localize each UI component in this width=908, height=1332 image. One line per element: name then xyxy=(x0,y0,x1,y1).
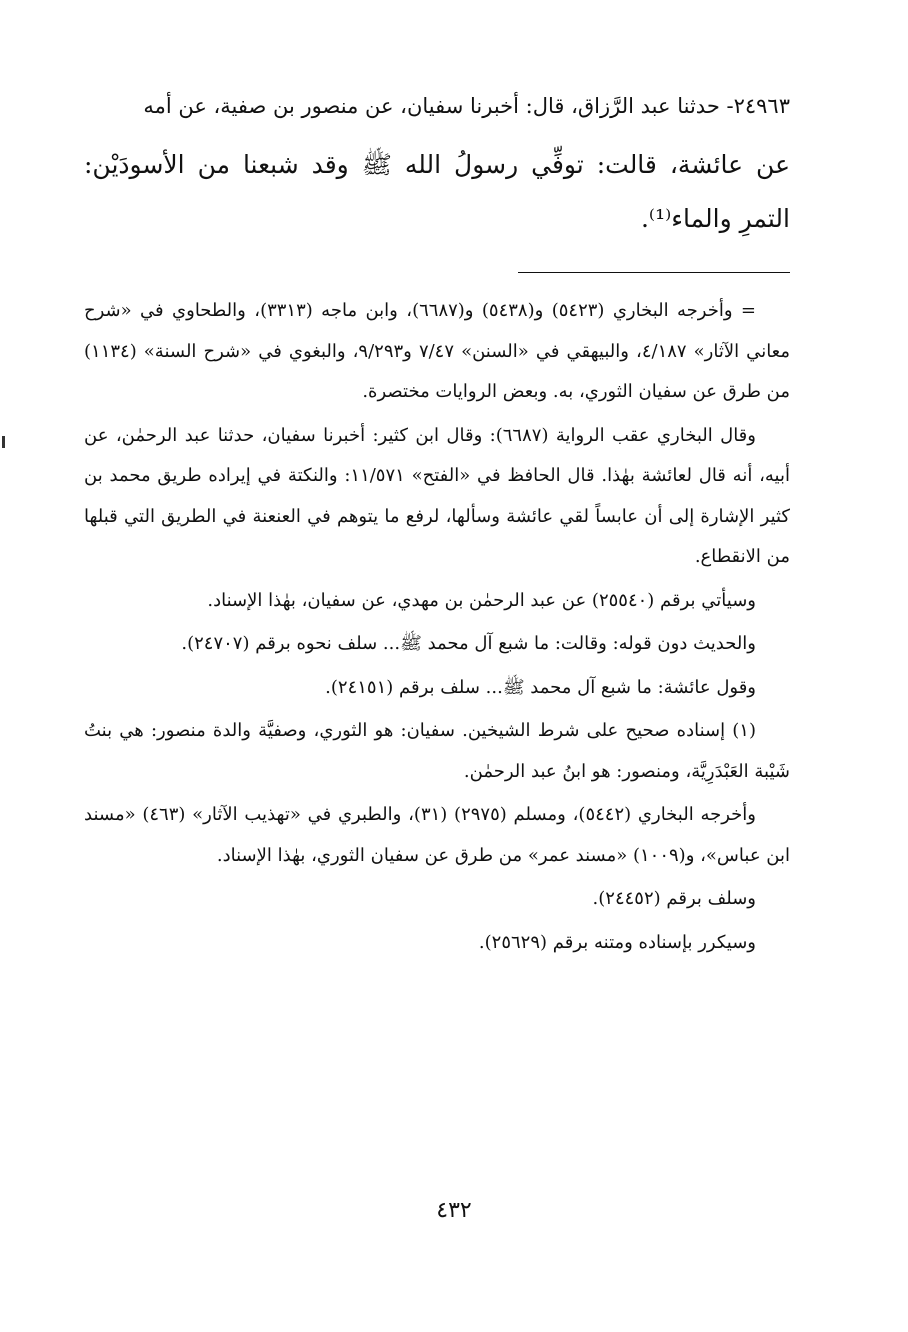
footnote-paragraph: وأخرجه البخاري (٥٤٤٢)، ومسلم (٢٩٧٥) (٣١)، والطبري في «تهذيب الآثار» (٤٦٣) «مسند ابن عباس»، و(١٠٠٩) «مسند عمر» من طرق عن سفيان الثوري، بهٰذا الإسناد. xyxy=(84,804,790,866)
footnotes xyxy=(84,291,790,963)
footnote-divider xyxy=(518,272,790,273)
margin-mark xyxy=(2,436,5,448)
hadith-isnad: ٢٤٩٦٣- حدثنا عبد الرَّزاق، قال: أخبرنا سفيان، عن منصور بن صفية، عن أمه xyxy=(143,94,790,118)
footnote-paragraph: وقول عائشة: ما شبع آل محمد ﷺ... سلف برقم (٢٤١٥١). xyxy=(325,676,756,698)
footnote-paragraph: والحديث دون قوله: وقالت: ما شبع آل محمد ﷺ... سلف نحوه برقم (٢٤٧٠٧). xyxy=(181,633,756,654)
footnote-paragraph: = وأخرجه البخاري (٥٤٢٣) و(٥٤٣٨) و(٦٦٨٧)، وابن ماجه (٣٣١٣)، والطحاوي في «شرح معاني الآثار» ٤/١٨٧، والبيهقي في «السنن» ٧/٤٧ و٩/٢٩٣، والبغوي في «شرح السنة» (١١٣٤) من طرق عن سفيان الثوري، به. وبعض الروايات مختصرة. xyxy=(84,300,791,402)
footnote-paragraph: وسيأتي برقم (٢٥٥٤٠) عن عبد الرحمٰن بن مهدي، عن سفيان، بهٰذا الإسناد. xyxy=(207,589,756,611)
footnote-paragraph: وسيكرر بإسناده ومتنه برقم (٢٥٦٢٩). xyxy=(478,931,756,953)
footnote-paragraph: وسلف برقم (٢٤٤٥٢). xyxy=(592,888,756,909)
page-number: ٤٣٢ xyxy=(436,1198,472,1223)
footnote-1: (١) إسناده صحيح على شرط الشيخين. سفيان: هو الثوري، وصفيَّة والدة منصور: هي بنتُ شَيْبة العَبْدَرِيَّة، ومنصور: هو ابنُ عبد الرحمٰن. xyxy=(84,720,790,782)
footnote-paragraph: وقال البخاري عقب الرواية (٦٦٨٧): وقال ابن كثير: أخبرنا سفيان، حدثنا عبد الرحمٰن، عن أبيه، أنه قال لعائشة بهٰذا. قال الحافظ في «الفتح» ١١/٥٧١: والنكتة في إيراده طريق محمد بن كثير الإشارة إلى أن عابساً لقي عائشة وسألها، لرفع ما يتوهم في العنعنة في الطريق التي قبلها من الانقطاع. xyxy=(84,424,791,567)
page-content xyxy=(84,84,790,966)
hadith-matn: عن عائشة، قالت: توفِّي رسولُ الله ﷺ وقد شبعنا من الأسودَيْن: التمرِ والماء⁽¹⁾. xyxy=(84,150,790,233)
